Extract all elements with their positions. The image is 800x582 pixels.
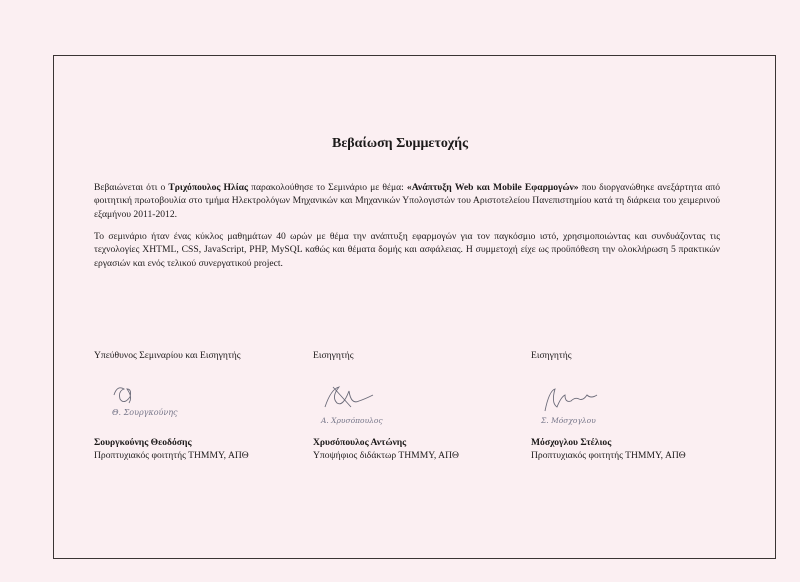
certificate-paragraph-1 — [94, 181, 720, 221]
signatory-block-1 — [94, 349, 294, 461]
signatory-role: Εισηγητής — [531, 350, 572, 361]
signatory-name: Σουργκούνης Θεοδόσης — [94, 437, 192, 448]
certificate-paragraph-2: Το σεμινάριο ήταν ένας κύκλος μαθημάτων 40 ωρών με θέμα την ανάπτυξη εφαρμογών για τον παγκόσμιο ιστό, χρησιμοποιώντας και συνδυάζοντας τις τεχνολογίες XHTML, CSS, JavaScript, PHP, MySQL καθώς και θέματα δομής και ασφάλειας. Η συμμετοχή είχε ως προϋπόθεση την ολοκλήρωση 5 πρακτικών εργασιών και ενός τελικού συνεργατικού project. — [94, 231, 720, 269]
paragraph-1-middle: παρακολούθησε το Σεμινάριο με θέμα: — [248, 182, 407, 193]
seminar-title: «Ανάπτυξη Web και Mobile Εφαρμογών» — [406, 182, 579, 193]
signatory-position: Προπτυχιακός φοιτητής ΤΗΜΜΥ, ΑΠΘ — [531, 450, 686, 461]
signatory-role: Εισηγητής — [313, 350, 354, 361]
participant-name: Τριχόπουλος Ηλίας — [168, 182, 249, 193]
certificate-title: Βεβαίωση Συμμετοχής — [331, 136, 469, 151]
signatory-role: Υπεύθυνος Σεμιναρίου και Εισηγητής — [94, 350, 241, 361]
signature-image — [313, 367, 433, 427]
paragraph-1-intro: Βεβαιώνεται ότι ο — [94, 182, 169, 193]
signature-handwriting: Σ. Μόσχογλου — [541, 416, 596, 425]
signature-image — [94, 367, 214, 427]
signatory-block-2 — [313, 349, 513, 461]
signature-image — [531, 367, 651, 427]
signatory-position: Υποψήφιος διδάκτωρ ΤΗΜΜΥ, ΑΠΘ — [313, 450, 459, 461]
paragraph-1-end: που διοργανώθηκε ανεξάρτητα από φοιτητική πρωτοβουλία στο τμήμα Ηλεκτρολόγων Μηχανικών και Μηχανικών Υπολογιστών του Αριστοτελείου Πανεπιστημίου κατά τη διάρκεια του χειμερινού εξαμήνου 2011-2012. — [94, 182, 720, 220]
signatory-name: Μόσχογλου Στέλιος — [531, 437, 612, 448]
signatory-position: Προπτυχιακός φοιτητής ΤΗΜΜΥ, ΑΠΘ — [94, 450, 249, 461]
certificate-border — [53, 55, 776, 559]
signature-handwriting: Α. Χρυσόπουλος — [321, 416, 383, 425]
signatory-block-3 — [531, 349, 731, 461]
signatory-name: Χρυσόπουλος Αντώνης — [313, 437, 407, 448]
signature-handwriting: Θ. Σουργκούνης — [112, 408, 178, 417]
